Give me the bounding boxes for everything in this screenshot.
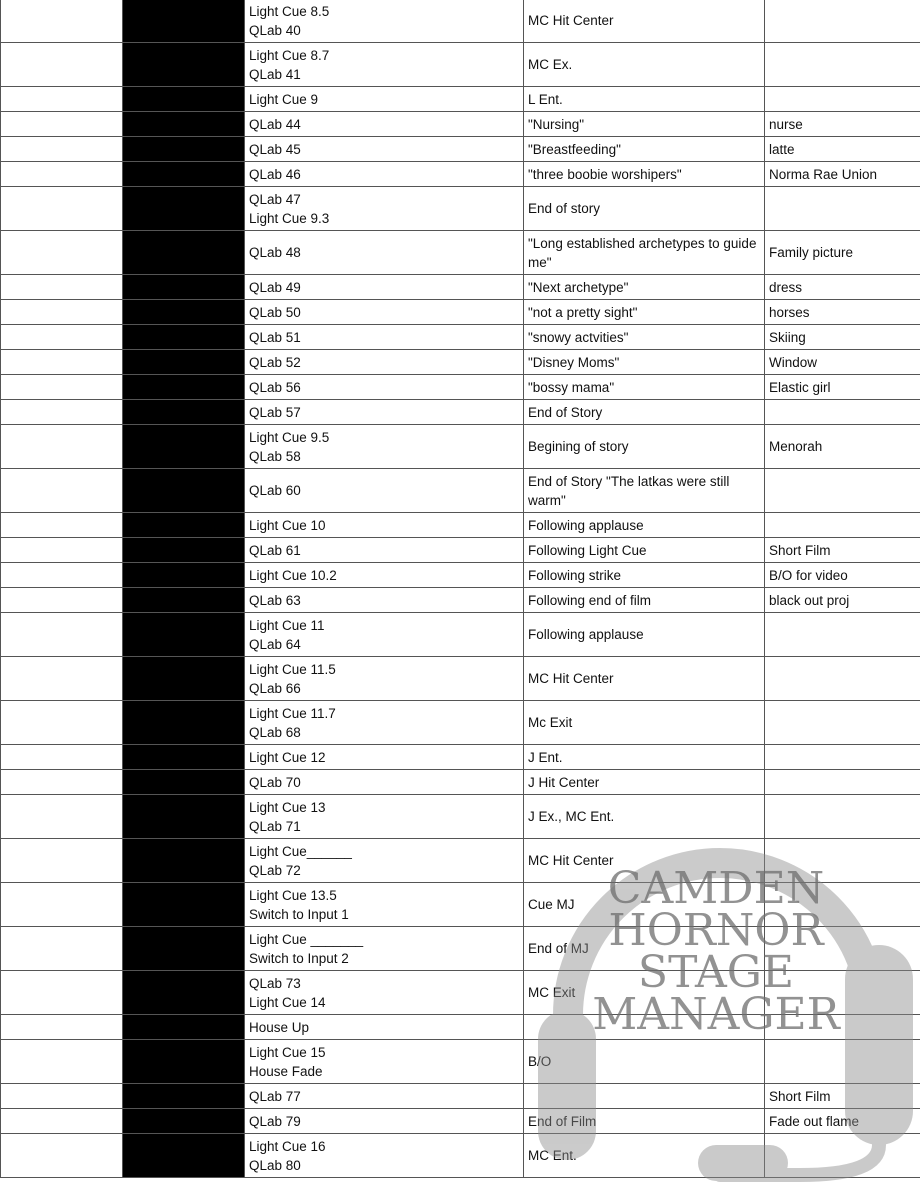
- cue-line: QLab 77: [249, 1088, 301, 1104]
- redacted-cell: [123, 400, 245, 425]
- cue-line: Light Cue 13: [249, 799, 326, 815]
- table-row: [1, 538, 920, 563]
- cue-line: House Up: [249, 1019, 310, 1035]
- watermark-line-1: CAMDEN: [607, 863, 825, 914]
- blank-cell: [1, 701, 123, 745]
- cue-line: QLab 48: [249, 245, 301, 260]
- cue-line: QLab 45: [249, 141, 301, 157]
- cue-cell: [245, 657, 524, 701]
- when-cell: "Nursing": [524, 112, 765, 137]
- cue-line: House Fade: [249, 1063, 323, 1079]
- redacted-cell: [123, 137, 245, 162]
- table-row: [1, 513, 920, 538]
- cue-line: QLab 68: [249, 724, 301, 740]
- cue-cell: [245, 162, 524, 187]
- when-cell: End of Story: [524, 400, 765, 425]
- redacted-cell: [123, 1134, 245, 1178]
- cue-cell: [245, 350, 524, 375]
- redacted-cell: [123, 883, 245, 927]
- table-row: [1, 770, 920, 795]
- redacted-cell: [123, 588, 245, 613]
- cue-line: Light Cue______: [249, 843, 352, 859]
- redacted-cell: [123, 325, 245, 350]
- blank-cell: [1, 87, 123, 112]
- cue-cell: [245, 112, 524, 137]
- cue-line: Light Cue 9.3: [249, 210, 330, 226]
- table-row: [1, 1015, 920, 1040]
- blank-cell: [1, 745, 123, 770]
- table-row: [1, 745, 920, 770]
- blank-cell: [1, 1084, 123, 1109]
- table-row: [1, 231, 920, 275]
- blank-cell: [1, 770, 123, 795]
- blank-cell: [1, 588, 123, 613]
- cue-line: Switch to Input 2: [249, 950, 349, 966]
- when-cell: [524, 1084, 765, 1109]
- cue-line: Light Cue 16: [249, 1138, 326, 1154]
- redacted-cell: [123, 87, 245, 112]
- cue-cell: [245, 187, 524, 231]
- cue-line: QLab 80: [249, 1157, 301, 1173]
- cue-line: QLab 73: [249, 975, 301, 991]
- table-row: [1, 839, 920, 883]
- cue-line: QLab 44: [249, 116, 301, 132]
- cue-line: Light Cue 8.7: [249, 47, 330, 63]
- redacted-cell: [123, 745, 245, 770]
- when-cell: "not a pretty sight": [524, 300, 765, 325]
- cue-cell: [245, 87, 524, 112]
- cue-cell: [245, 0, 524, 43]
- watermark-line-3: STAGE: [637, 947, 795, 998]
- cue-line: Light Cue 11: [249, 617, 325, 633]
- when-cell: End of Film: [524, 1109, 765, 1134]
- redacted-cell: [123, 187, 245, 231]
- blank-cell: [1, 563, 123, 588]
- table-row: [1, 469, 920, 513]
- notes-cell: nurse: [765, 112, 920, 137]
- cue-line: Light Cue 12: [249, 749, 326, 765]
- table-row: [1, 1134, 920, 1178]
- redacted-cell: [123, 112, 245, 137]
- table-row: [1, 350, 920, 375]
- redacted-cell: [123, 657, 245, 701]
- when-cell: MC Hit Center: [524, 0, 765, 43]
- cue-cell: [245, 469, 524, 513]
- notes-cell: [765, 927, 920, 971]
- redacted-cell: [123, 927, 245, 971]
- cue-cell: [245, 971, 524, 1015]
- table-row: [1, 1109, 920, 1134]
- blank-cell: [1, 657, 123, 701]
- notes-cell: dress: [765, 275, 920, 300]
- when-cell: MC Hit Center: [524, 839, 765, 883]
- when-cell: "three boobie worshipers": [524, 162, 765, 187]
- blank-cell: [1, 927, 123, 971]
- notes-cell: [765, 1134, 920, 1178]
- cue-line: QLab 64: [249, 636, 301, 652]
- when-cell: End of story: [524, 187, 765, 231]
- cue-line: QLab 52: [249, 354, 301, 370]
- notes-cell: [765, 701, 920, 745]
- redacted-cell: [123, 275, 245, 300]
- blank-cell: [1, 400, 123, 425]
- blank-cell: [1, 469, 123, 513]
- blank-cell: [1, 538, 123, 563]
- blank-cell: [1, 883, 123, 927]
- blank-cell: [1, 43, 123, 87]
- when-cell: "Next archetype": [524, 275, 765, 300]
- cue-cell: [245, 613, 524, 657]
- table-row: [1, 187, 920, 231]
- cue-line: QLab 47: [249, 191, 301, 207]
- table-row: [1, 425, 920, 469]
- cue-cell: [245, 325, 524, 350]
- blank-cell: [1, 187, 123, 231]
- when-cell: B/O: [524, 1040, 765, 1084]
- notes-cell: [765, 1015, 920, 1040]
- table-row: [1, 883, 920, 927]
- cue-line: QLab 46: [249, 166, 301, 182]
- table-row: [1, 325, 920, 350]
- when-cell: MC Ex.: [524, 43, 765, 87]
- cue-cell: [245, 563, 524, 588]
- redacted-cell: [123, 231, 245, 275]
- blank-cell: [1, 795, 123, 839]
- notes-cell: Menorah: [765, 425, 920, 469]
- cue-line: QLab 50: [249, 304, 301, 320]
- blank-cell: [1, 1040, 123, 1084]
- notes-cell: Skiing: [765, 325, 920, 350]
- redacted-cell: [123, 350, 245, 375]
- cue-line: Light Cue 10.2: [249, 567, 337, 583]
- cue-cell: [245, 425, 524, 469]
- notes-cell: [765, 657, 920, 701]
- redacted-cell: [123, 770, 245, 795]
- cue-cell: [245, 795, 524, 839]
- blank-cell: [1, 839, 123, 883]
- blank-cell: [1, 513, 123, 538]
- notes-cell: [765, 513, 920, 538]
- redacted-cell: [123, 375, 245, 400]
- redacted-cell: [123, 971, 245, 1015]
- when-cell: Following strike: [524, 563, 765, 588]
- when-cell: Following applause: [524, 613, 765, 657]
- table-row: [1, 971, 920, 1015]
- when-cell: Mc Exit: [524, 701, 765, 745]
- table-row: [1, 588, 920, 613]
- when-cell: Following end of film: [524, 588, 765, 613]
- blank-cell: [1, 425, 123, 469]
- when-cell: "Breastfeeding": [524, 137, 765, 162]
- when-cell: Begining of story: [524, 425, 765, 469]
- when-cell: J Ent.: [524, 745, 765, 770]
- when-cell: MC Hit Center: [524, 657, 765, 701]
- when-cell: Following applause: [524, 513, 765, 538]
- cue-line: Light Cue _______: [249, 931, 364, 947]
- blank-cell: [1, 0, 123, 43]
- redacted-cell: [123, 425, 245, 469]
- table-row: [1, 137, 920, 162]
- cue-sheet-body: [1, 0, 920, 1178]
- cue-cell: [245, 745, 524, 770]
- cue-cell: [245, 701, 524, 745]
- redacted-cell: [123, 0, 245, 43]
- redacted-cell: [123, 1109, 245, 1134]
- cue-line: Light Cue 8.5: [249, 3, 330, 19]
- table-row: [1, 1084, 920, 1109]
- redacted-cell: [123, 563, 245, 588]
- cue-line: QLab 71: [249, 818, 301, 834]
- blank-cell: [1, 1109, 123, 1134]
- notes-cell: [765, 469, 920, 513]
- notes-cell: [765, 613, 920, 657]
- when-cell: End of Story "The latkas were still warm": [524, 469, 765, 513]
- cue-line: QLab 40: [249, 22, 301, 38]
- notes-cell: Elastic girl: [765, 375, 920, 400]
- cue-line: QLab 60: [249, 483, 301, 498]
- cue-cell: [245, 1134, 524, 1178]
- cue-line: Light Cue 14: [249, 994, 326, 1010]
- cue-line: Light Cue 13.5: [249, 887, 337, 903]
- cue-line: QLab 58: [249, 448, 301, 464]
- table-row: [1, 795, 920, 839]
- notes-cell: Norma Rae Union: [765, 162, 920, 187]
- cue-cell: [245, 137, 524, 162]
- blank-cell: [1, 350, 123, 375]
- notes-cell: black out proj: [765, 588, 920, 613]
- when-cell: "Long established archetypes to guide me": [524, 231, 765, 275]
- when-cell: L Ent.: [524, 87, 765, 112]
- when-cell: End of MJ: [524, 927, 765, 971]
- redacted-cell: [123, 795, 245, 839]
- when-cell: [524, 1015, 765, 1040]
- cue-cell: [245, 275, 524, 300]
- notes-cell: [765, 400, 920, 425]
- blank-cell: [1, 231, 123, 275]
- blank-cell: [1, 275, 123, 300]
- table-row: [1, 657, 920, 701]
- table-row: [1, 701, 920, 745]
- cue-line: QLab 79: [249, 1113, 301, 1129]
- when-cell: "Disney Moms": [524, 350, 765, 375]
- cue-line: Switch to Input 1: [249, 906, 349, 922]
- table-row: [1, 613, 920, 657]
- cue-cell: [245, 839, 524, 883]
- cue-line: QLab 66: [249, 680, 301, 696]
- blank-cell: [1, 162, 123, 187]
- blank-cell: [1, 112, 123, 137]
- notes-cell: Family picture: [765, 231, 920, 275]
- blank-cell: [1, 1015, 123, 1040]
- when-cell: MC Ent.: [524, 1134, 765, 1178]
- notes-cell: [765, 43, 920, 87]
- notes-cell: [765, 745, 920, 770]
- cue-cell: [245, 513, 524, 538]
- watermark-line-2: HORNOR: [608, 905, 824, 956]
- table-row: [1, 400, 920, 425]
- cue-line: Light Cue 11.7: [249, 705, 336, 721]
- cue-line: Light Cue 11.5: [249, 661, 336, 677]
- redacted-cell: [123, 1040, 245, 1084]
- cue-line: Light Cue 15: [249, 1044, 326, 1060]
- watermark-line-4: MANAGER: [592, 989, 840, 1040]
- blank-cell: [1, 613, 123, 657]
- table-row: [1, 112, 920, 137]
- notes-cell: horses: [765, 300, 920, 325]
- cue-line: QLab 49: [249, 279, 301, 295]
- cue-cell: [245, 927, 524, 971]
- redacted-cell: [123, 613, 245, 657]
- table-row: [1, 87, 920, 112]
- notes-cell: B/O for video: [765, 563, 920, 588]
- cue-cell: [245, 883, 524, 927]
- redacted-cell: [123, 162, 245, 187]
- notes-cell: [765, 0, 920, 43]
- table-row: [1, 1040, 920, 1084]
- cue-cell: [245, 375, 524, 400]
- redacted-cell: [123, 1015, 245, 1040]
- cue-line: Light Cue 9: [249, 91, 319, 107]
- table-row: [1, 43, 920, 87]
- redacted-cell: [123, 1084, 245, 1109]
- blank-cell: [1, 375, 123, 400]
- cue-line: QLab 61: [249, 542, 301, 558]
- notes-cell: [765, 87, 920, 112]
- cue-line: Light Cue 9.5: [249, 429, 330, 445]
- when-cell: Cue MJ: [524, 883, 765, 927]
- redacted-cell: [123, 839, 245, 883]
- redacted-cell: [123, 701, 245, 745]
- blank-cell: [1, 325, 123, 350]
- cue-cell: [245, 770, 524, 795]
- cue-line: QLab 72: [249, 862, 301, 878]
- table-row: [1, 162, 920, 187]
- table-row: [1, 375, 920, 400]
- notes-cell: Fade out flame: [765, 1109, 920, 1134]
- notes-cell: [765, 1040, 920, 1084]
- cue-line: QLab 56: [249, 379, 301, 395]
- table-row: [1, 275, 920, 300]
- redacted-cell: [123, 43, 245, 87]
- notes-cell: [765, 839, 920, 883]
- notes-cell: [765, 795, 920, 839]
- when-cell: Following Light Cue: [524, 538, 765, 563]
- when-cell: J Ex., MC Ent.: [524, 795, 765, 839]
- notes-cell: Short Film: [765, 538, 920, 563]
- cue-cell: [245, 588, 524, 613]
- redacted-cell: [123, 538, 245, 563]
- blank-cell: [1, 971, 123, 1015]
- cue-line: QLab 63: [249, 592, 301, 608]
- table-row: [1, 300, 920, 325]
- redacted-cell: [123, 469, 245, 513]
- cue-cell: [245, 1040, 524, 1084]
- cue-line: QLab 70: [249, 774, 301, 790]
- table-row: [1, 563, 920, 588]
- cue-cell: [245, 300, 524, 325]
- cue-cell: [245, 231, 524, 275]
- notes-cell: latte: [765, 137, 920, 162]
- cue-line: QLab 51: [249, 329, 301, 345]
- cue-cell: [245, 1015, 524, 1040]
- cue-cell: [245, 1109, 524, 1134]
- notes-cell: [765, 770, 920, 795]
- when-cell: J Hit Center: [524, 770, 765, 795]
- redacted-cell: [123, 513, 245, 538]
- when-cell: "bossy mama": [524, 375, 765, 400]
- blank-cell: [1, 1134, 123, 1178]
- cue-line: Light Cue 10: [249, 517, 326, 533]
- cue-line: QLab 57: [249, 404, 301, 420]
- blank-cell: [1, 137, 123, 162]
- notes-cell: [765, 971, 920, 1015]
- notes-cell: Window: [765, 350, 920, 375]
- redacted-cell: [123, 300, 245, 325]
- notes-cell: [765, 187, 920, 231]
- blank-cell: [1, 300, 123, 325]
- notes-cell: [765, 883, 920, 927]
- cue-line: QLab 41: [249, 66, 301, 82]
- cue-cell: [245, 1084, 524, 1109]
- cue-cell: [245, 43, 524, 87]
- notes-cell: Short Film: [765, 1084, 920, 1109]
- cue-cell: [245, 400, 524, 425]
- table-row: [1, 927, 920, 971]
- table-row: [1, 0, 920, 43]
- when-cell: MC Exit: [524, 971, 765, 1015]
- cue-cell: [245, 538, 524, 563]
- when-cell: "snowy actvities": [524, 325, 765, 350]
